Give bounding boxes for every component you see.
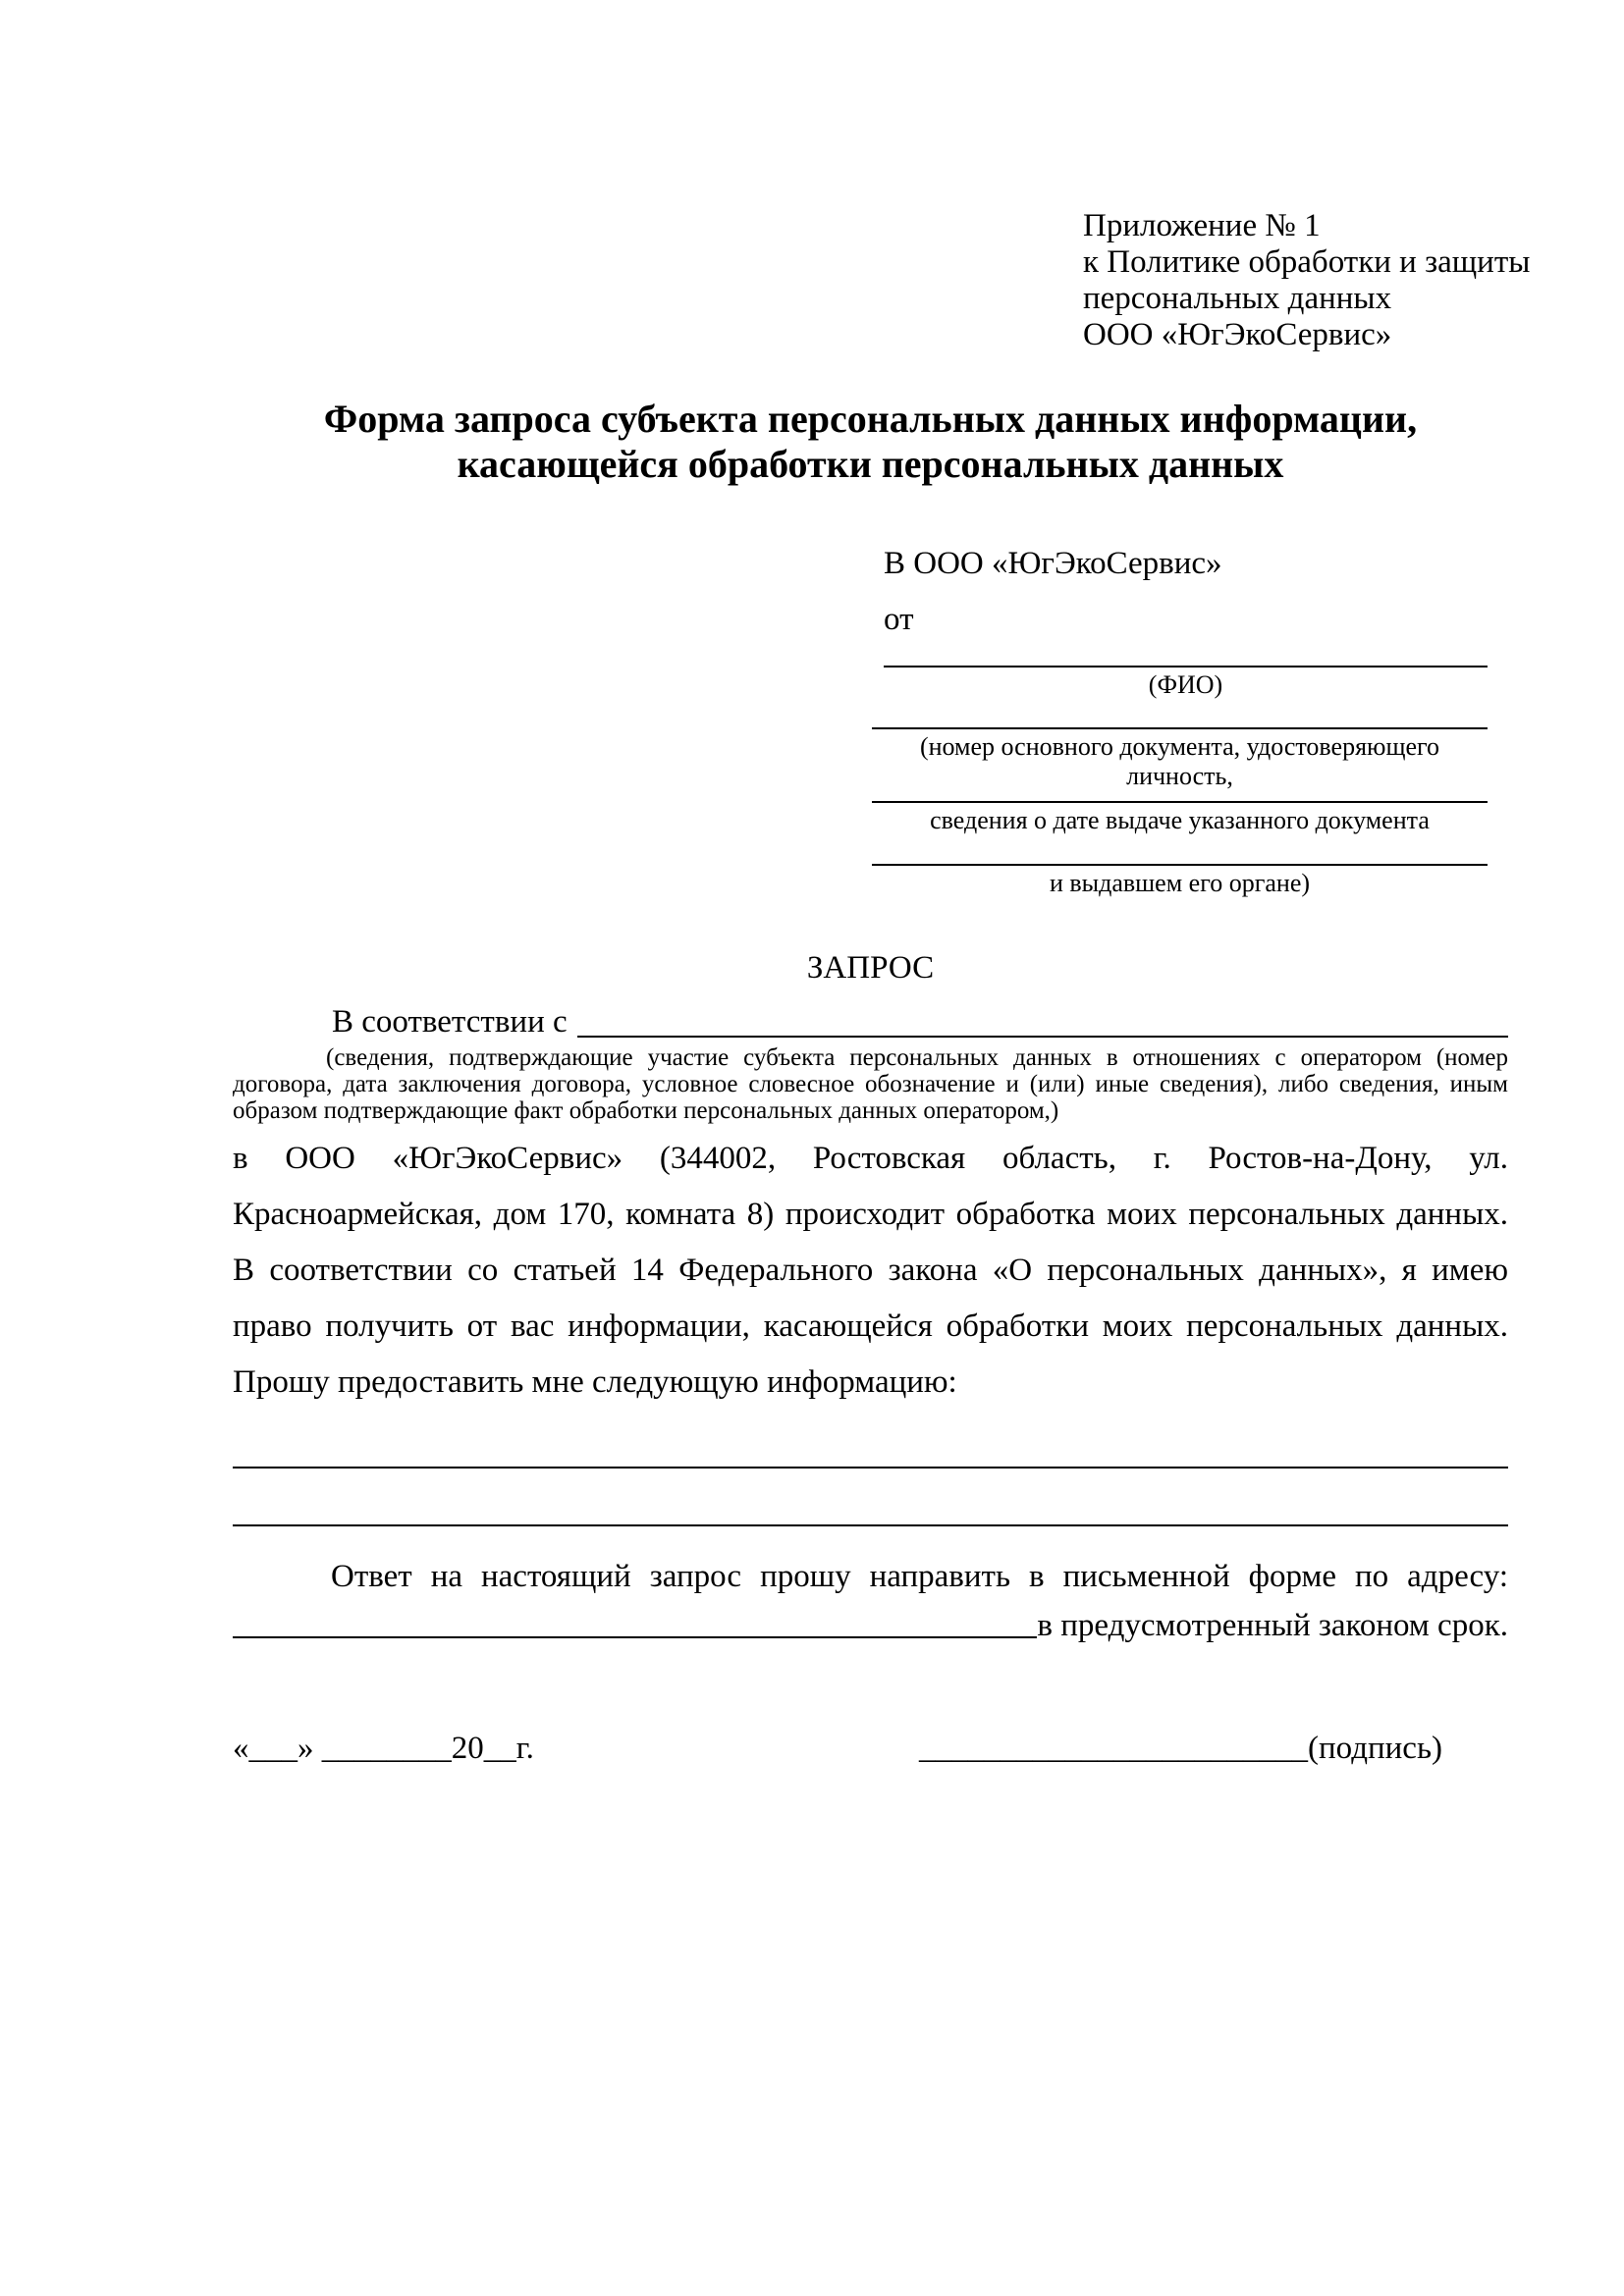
date-line: «___» ________20__г. — [233, 1731, 534, 1766]
answer-blank-line-1 — [233, 1467, 1508, 1468]
issue-authority-field-caption: и выдавшем его органе) — [1049, 869, 1311, 897]
reply-paragraph-line-1: Ответ на настоящий запрос прошу направить в письменной форме по адресу: — [331, 1559, 1508, 1594]
basis-fill-line — [577, 1036, 1508, 1038]
form-title-line-1: Форма запроса субъекта персональных данных информации, — [323, 397, 1418, 441]
signature-block — [919, 1731, 1442, 1767]
fio-field — [884, 666, 1488, 700]
reply-address-fill-line — [233, 1636, 1037, 1638]
appendix-reference — [1083, 208, 1530, 353]
addressee-block — [884, 546, 1488, 929]
issue-authority-field-line — [872, 864, 1488, 866]
doc-number-field-line — [872, 727, 1488, 729]
fio-field-caption: (ФИО) — [1148, 670, 1223, 699]
reply-suffix-text: в предусмотренный законом срок. — [1037, 1608, 1508, 1643]
issue-date-field-caption: сведения о дате выдаче указанного документа — [930, 806, 1430, 834]
body-paragraph: в ООО «ЮгЭкоСервис» (344002, Ростовская область, г. Ростов-на-Дону, ул. Красноармейская, дом 170, комната 8) происходит обработка моих персональных данных. В соответствии со статьей 14 Федерального закона «О персональных данных», я имею право получить от вас информации, касающейся обработки моих персональных данных. Прошу предоставить мне следующую информацию: — [233, 1141, 1508, 1400]
basis-lead-text: В соответствии с — [332, 1004, 568, 1040]
doc-number-field — [872, 727, 1488, 791]
appendix-ref-line-2: к Политике обработки и защиты — [1083, 244, 1531, 280]
doc-number-field-caption: (номер основного документа, удостоверяющего личность, — [919, 732, 1440, 790]
addressee-from-label: от — [884, 602, 914, 637]
request-heading: ЗАПРОС — [806, 950, 935, 986]
appendix-ref-line-1: Приложение № 1 — [1083, 208, 1321, 243]
basis-line — [233, 1004, 1508, 1041]
form-title — [233, 397, 1508, 487]
form-title-line-2: касающейся обработки персональных данных — [457, 442, 1284, 486]
signature-caption: (подпись) — [1308, 1731, 1442, 1766]
issue-date-field-line — [872, 801, 1488, 803]
reply-paragraph-line-2 — [233, 1605, 1508, 1644]
appendix-ref-line-3: персональных данных — [1083, 281, 1392, 316]
addressee-to: В ООО «ЮгЭкоСервис» — [884, 546, 1222, 581]
issue-date-field — [872, 801, 1488, 835]
issue-authority-field — [872, 864, 1488, 898]
fio-field-line — [884, 666, 1488, 667]
signature-line: ________________________ — [919, 1731, 1308, 1766]
appendix-ref-line-4: ООО «ЮгЭкоСервис» — [1083, 317, 1392, 352]
basis-caption: (сведения, подтверждающие участие субъекта персональных данных в отношениях с оператором (номер договора, дата заключения договора, условное словесное обозначение и (или) иные сведения), либо сведения, иным образом подтверждающие факт обработки персональных данных оператором,) — [233, 1044, 1508, 1124]
answer-blank-line-2 — [233, 1524, 1508, 1526]
